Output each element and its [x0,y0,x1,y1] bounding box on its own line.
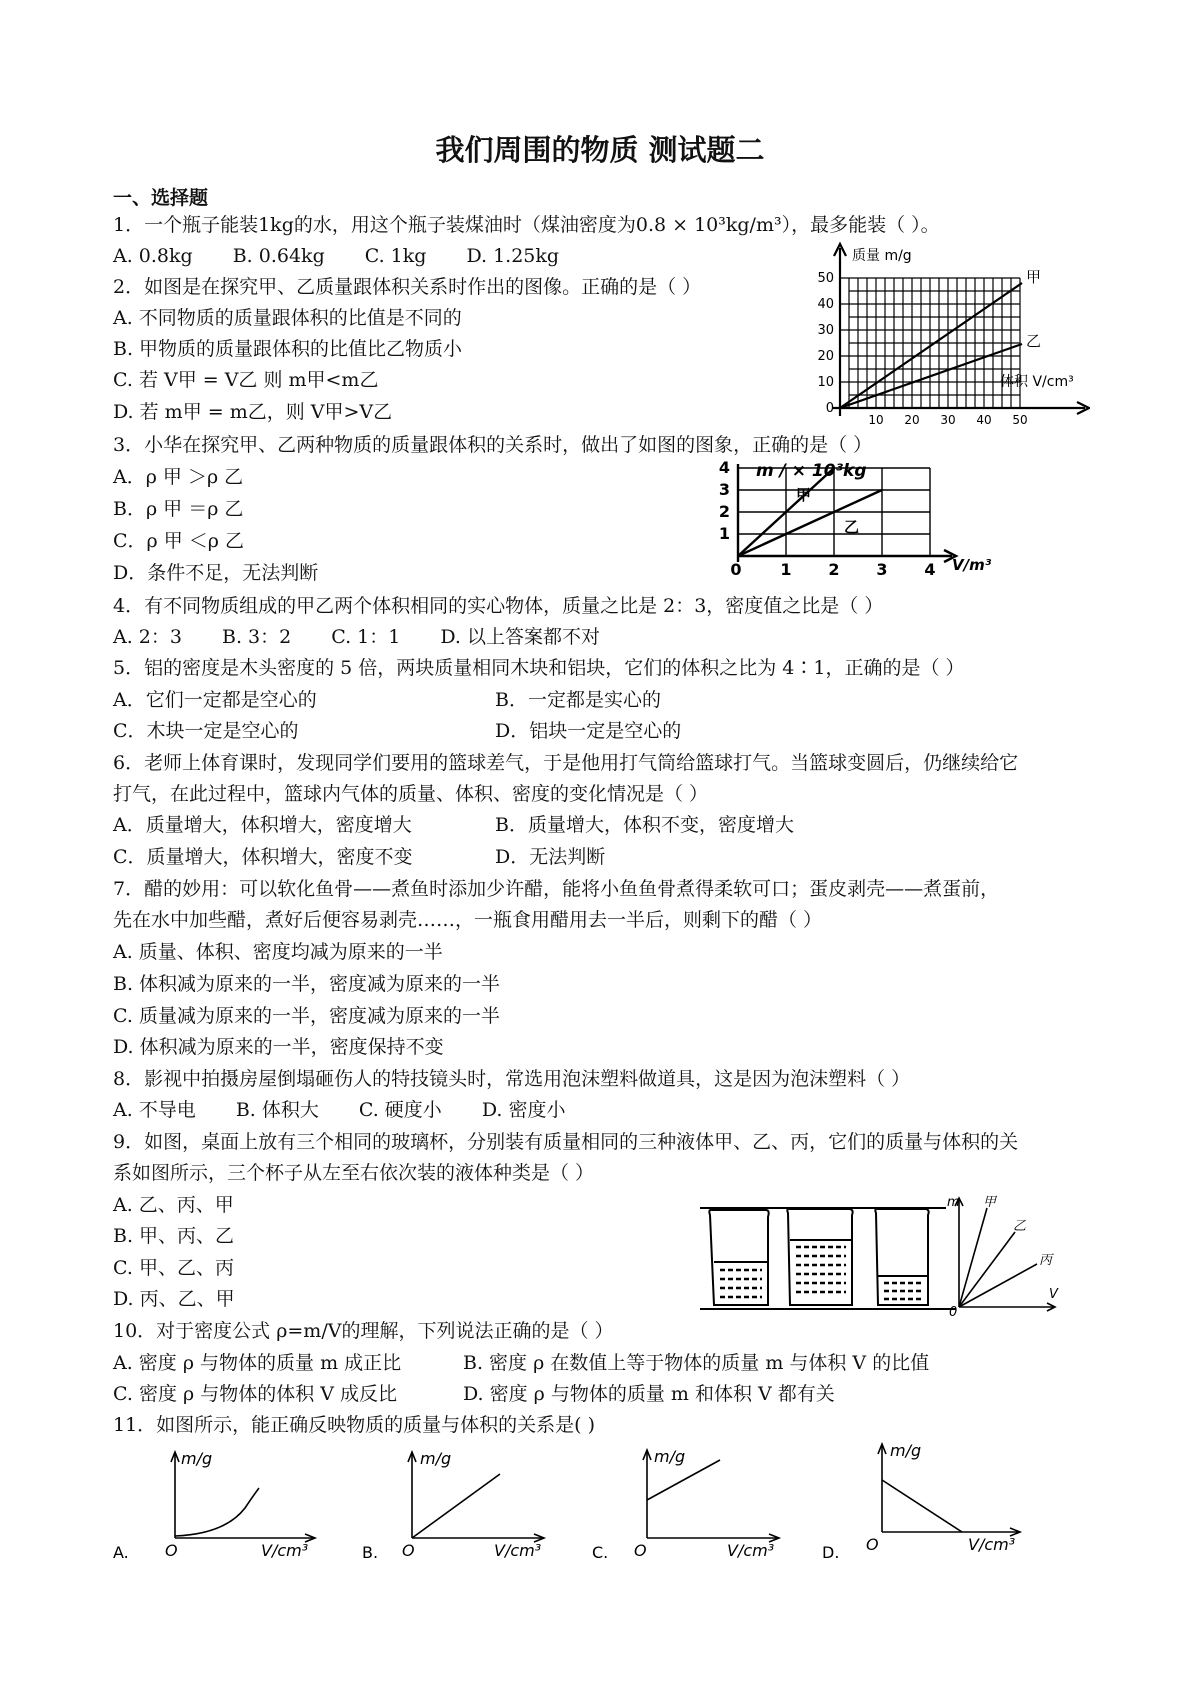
q9-label-jia: 甲 [983,1195,997,1210]
page-title: 我们周围的物质 测试题二 [435,133,765,167]
q9-label-bing: 丙 [1039,1253,1053,1268]
question-2-option-a: A. 不同物质的质量跟体积的比值是不同的 [113,307,462,329]
q11-graph-b [362,1448,572,1573]
decreasing-line [882,1480,962,1532]
q9-origin: 0 [949,1305,958,1317]
line-with-positive-intercept [647,1460,720,1500]
line-through-origin [412,1474,500,1538]
question-11-stem: 11．如图所示，能正确反映物质的质量与体积的关系是( ) [113,1414,596,1436]
svg-text:2: 2 [828,560,840,578]
svg-text:50: 50 [1012,413,1028,427]
question-2-stem: 2．如图是在探究甲、乙质量跟体积关系时作出的图像。正确的是（ ） [113,276,702,298]
question-9-option-a: A. 乙、丙、甲 [113,1194,234,1216]
svg-text:m/g: m/g [420,1449,452,1468]
q11-graph-a [113,1448,343,1573]
svg-text:40: 40 [817,297,834,312]
question-10-options-ab: A. 密度 ρ 与物体的质量 m 成正比 B. 密度 ρ 在数值上等于物体的质量 m 与体积 V 的比值 [113,1352,930,1374]
svg-text:10: 10 [868,413,884,427]
svg-text:A.: A. [113,1543,129,1562]
svg-text:10: 10 [817,375,834,390]
svg-text:3: 3 [718,480,730,499]
q9-m-label: m [947,1195,960,1210]
svg-text:2: 2 [718,502,730,521]
question-10-stem: 10．对于密度公式 ρ=m/V的理解，下列说法正确的是（ ） [113,1320,614,1342]
question-10-options-cd: C. 密度 ρ 与物体的体积 V 成反比 D. 密度 ρ 与物体的质量 m 和体积 V 都有关 [113,1383,835,1405]
svg-text:B.: B. [362,1543,379,1562]
option-a: A. 不导电 [113,1099,196,1121]
svg-text:O: O [866,1535,879,1554]
question-9-option-b: B. 甲、丙、乙 [113,1225,235,1247]
svg-text:20: 20 [817,349,834,364]
q9-label-yi: 乙 [1013,1219,1027,1234]
option-b: B. 体积大 [235,1099,319,1121]
q2-label-jia: 甲 [1026,268,1042,286]
question-3-option-c: C．ρ 甲 ＜ρ 乙 [113,530,244,552]
svg-text:1: 1 [718,524,730,543]
q3-label-yi: 乙 [844,518,860,536]
svg-text:O: O [634,1541,647,1560]
svg-text:1: 1 [780,560,792,578]
option-b: B. 0.64kg [232,245,325,267]
svg-text:V/cm³: V/cm³ [494,1541,542,1560]
question-9-stem-1: 9．如图，桌面上放有三个相同的玻璃杯，分别装有质量相同的三种液体甲、乙、丙，它们的质量与体积的关 [113,1131,1019,1153]
option-d: D. 1.25kg [466,245,560,267]
q3-x-axis-label: V/m³ [952,556,992,574]
option-c: C. 1kg [364,245,427,267]
svg-text:3: 3 [876,560,888,578]
svg-text:C.: C. [592,1543,609,1562]
option-d: D. 以上答案都不对 [440,626,600,648]
question-7-option-c: C. 质量减为原来的一半，密度减为原来的一半 [113,1005,500,1027]
svg-text:4: 4 [924,560,936,578]
question-4-stem: 4．有不同物质组成的甲乙两个体积相同的实心物体，质量之比是 2：3，密度值之比是（ ） [113,595,884,617]
question-4-options [113,625,640,649]
svg-text:V/cm³: V/cm³ [968,1535,1016,1554]
svg-text:O: O [402,1541,415,1560]
svg-text:0: 0 [730,560,742,578]
svg-text:20: 20 [904,413,920,427]
option-c: C. 硬度小 [358,1099,442,1121]
question-6-options-cd: C．质量增大，体积增大，密度不变 D．无法判断 [113,846,606,868]
svg-text:0: 0 [825,401,834,416]
option-b: B. 3：2 [221,626,292,648]
q11-graph-c [592,1446,802,1573]
question-7-stem-1: 7．醋的妙用：可以软化鱼骨——煮鱼时添加少许醋，能将小鱼鱼骨煮得柔软可口；蛋皮剥壳——煮蛋前， [113,878,1000,900]
q2-label-yi: 乙 [1026,332,1042,350]
series-bing-line [959,1264,1037,1307]
svg-text:m/g: m/g [181,1449,213,1468]
svg-text:40: 40 [976,413,992,427]
question-6-stem-2: 打气，在此过程中，篮球内气体的质量、体积、密度的变化情况是（ ） [113,783,709,805]
curve-increasing-concave-up [175,1488,259,1536]
q3-y-axis-label: m / × 10³kg [756,461,867,481]
question-7-stem-2: 先在水中加些醋，煮好后便容易剥壳……，一瓶食用醋用去一半后，则剩下的醋（ ） [113,909,823,931]
option-a: A. 2：3 [113,626,182,648]
question-2-option-c: C. 若 V甲 = V乙 则 m甲<m乙 [113,369,379,391]
q9-mass-volume-graph [945,1192,1065,1322]
question-2-option-b: B. 甲物质的质量跟体积的比值比乙物质小 [113,338,463,360]
svg-text:V/cm³: V/cm³ [261,1541,309,1560]
option-a: A. 0.8kg [113,245,193,267]
series-yi-line [959,1232,1015,1307]
question-5-stem: 5．铝的密度是木头密度的 5 倍，两块质量相同木块和铝块，它们的体积之比为 4∶1，正确的是（ ） [113,657,965,679]
svg-text:O: O [165,1541,178,1560]
question-7-option-b: B. 体积减为原来的一半，密度减为原来的一半 [113,973,501,995]
question-9-option-c: C. 甲、乙、丙 [113,1257,234,1279]
q2-y-axis-label: 质量 m/g [852,248,912,264]
question-2-option-d: D. 若 m甲 = m乙，则 V甲>V乙 [113,401,393,423]
q11-graph-d [822,1440,1042,1573]
svg-text:30: 30 [940,413,956,427]
q9-three-beakers-figure [700,1205,970,1320]
question-6-options-ab: A．质量增大，体积增大，密度增大 B．质量增大，体积不变，密度增大 [113,814,794,836]
question-9-stem-2: 系如图所示，三个杯子从左至右依次装的液体种类是（ ） [113,1162,595,1184]
svg-text:D.: D. [822,1543,840,1562]
series-jia-line [959,1208,987,1307]
question-8-options [113,1098,605,1122]
question-6-stem-1: 6．老师上体育课时，发现同学们要用的篮球差气，于是他用打气筒给篮球打气。当篮球变圆后，仍继续给它 [113,752,1019,774]
option-d: D. 密度小 [481,1099,566,1121]
q9-v-label: V [1049,1287,1058,1302]
q2-x-axis-label: 体积 V/cm³ [1000,374,1074,390]
question-3-option-b: B．ρ 甲 ＝ρ 乙 [113,498,244,520]
question-1-options [113,244,599,268]
question-5-options-ab: A．它们一定都是空心的 B．一定都是实心的 [113,689,661,711]
question-8-stem: 8．影视中拍摄房屋倒塌砸伤人的特技镜头时，常选用泡沫塑料做道具，这是因为泡沫塑料（ ） [113,1068,911,1090]
svg-text:m/g: m/g [654,1447,686,1466]
question-7-option-d: D. 体积减为原来的一半，密度保持不变 [113,1036,444,1058]
section-heading: 一、选择题 [113,187,209,209]
svg-text:50: 50 [817,271,834,286]
svg-text:30: 30 [817,323,834,338]
question-3-option-a: A．ρ 甲 ＞ρ 乙 [113,466,244,488]
q3-mass-volume-graph [700,458,1010,583]
question-1-stem: 1．一个瓶子能装1kg的水，用这个瓶子装煤油时（煤油密度为0.8 × 10³kg/m³），最多能装（ ）。 [113,214,940,236]
option-c: C. 1：1 [331,626,401,648]
q2-mass-volume-graph [800,238,1090,433]
q3-label-jia: 甲 [796,486,812,504]
beaker-1 [709,1210,768,1305]
svg-text:4: 4 [718,458,730,477]
question-3-option-d: D．条件不足，无法判断 [113,562,319,584]
question-9-option-d: D. 丙、乙、甲 [113,1288,235,1310]
svg-text:V/cm³: V/cm³ [727,1541,775,1560]
question-3-stem: 3．小华在探究甲、乙两种物质的质量跟体积的关系时，做出了如图的图象，正确的是（ ） [113,434,873,456]
question-5-options-cd: C．木块一定是空心的 D．铝块一定是空心的 [113,720,682,742]
question-7-option-a: A. 质量、体积、密度均减为原来的一半 [113,941,443,963]
svg-text:m/g: m/g [890,1441,922,1460]
